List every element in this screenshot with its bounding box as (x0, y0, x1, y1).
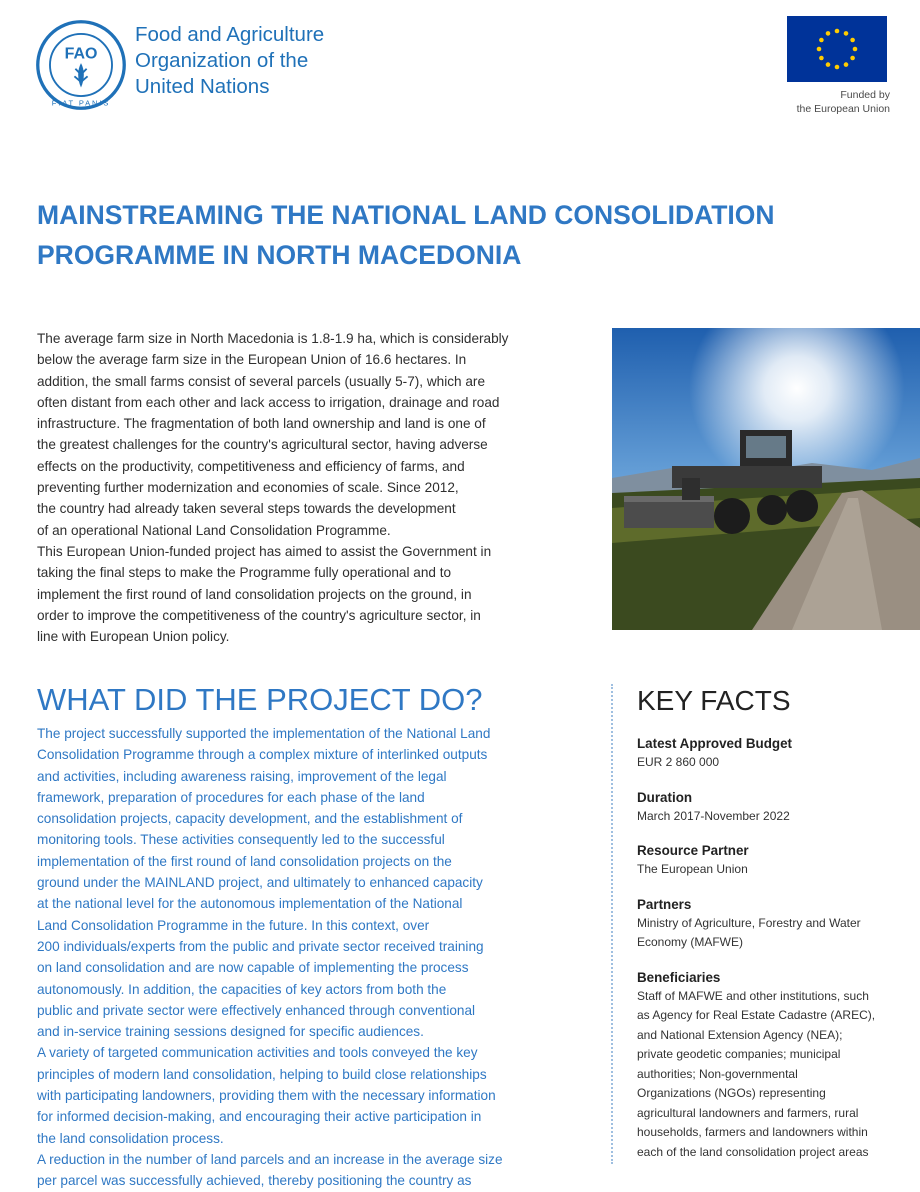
column-divider (611, 684, 613, 1164)
funded-by-caption: Funded by the European Union (796, 89, 890, 115)
key-fact-beneficiaries: Beneficiaries Staff of MAFWE and other institutions, such as Agency for Real Estate Cadastre (AREC), and National Extension Agency (NEA); private geodetic companies; municipal authorities; Non-governmental Organizations (NGOs) representing agricultural landowners and farmers, rural households, farmers and landowners within each of the land consolidation project areas (637, 969, 876, 1159)
key-fact-partners: Partners Ministry of Agriculture, Forestry and Water Economy (MAFWE) (637, 896, 861, 949)
key-fact-budget: Latest Approved Budget EUR 2 860 000 (637, 736, 792, 769)
eu-flag-icon (787, 16, 887, 82)
project-description: The project successfully supported the implementation of the National Land Consolidation Programme through a complex mixture of interlinked outputs and activities, including awareness raising, improvement of the legal framework, preparation of procedures for each phase of the land consolidation projects, capacity development, and the establishment of monitoring tools. These activities consequently led to the successful implementation of the first round of land consolidation projects on the ground under the MAINLAND project, and ultimately to enhanced capacity at the national level for the autonomous implementation of the National Land Consolidation Programme in the future. In this context, over 200 individuals/experts from the public and private sector received training on land consolidation and are now capable of implementing the process autonomously. In addition, the capacities of key actors from both the public and private sector were effectively enhanced through conventional and in-service training sessions designed for specific audiences. A variety of targeted communication activities and tools conveyed the key principles of modern land consolidation, helping to build close relationships with participating landowners, providing them with the necessary information for informed decision-making, and encouraging their active participation in the land consolidation process. A reduction in the number of land parcels and an increase in the average size per parcel was successfully achieved, thereby positioning the country as (37, 726, 503, 1189)
key-fact-resource-partner: Resource Partner The European Union (637, 843, 749, 876)
intro-paragraph: The average farm size in North Macedonia is 1.8-1.9 ha, which is considerably below the average farm size in the European Union of 16.6 hectares. In addition, the small farms consist of several parcels (usually 5-7), which are often distant from each other and lack access to irrigation, drainage and road infrastructure. The fragmentation of both land ownership and land is one of the greatest challenges for the country's agricultural sector, having adverse effects on the productivity, competitiveness and efficiency of farms, and preventing further modernization and economies of scale. Since 2012, the country had already taken several steps towards the development of an operational National Land Consolidation Programme. This European Union-funded project has aimed to assist the Government in taking the final steps to make the Programme fully operational and to implement the first round of land consolidation projects on the ground, in order to improve the competitiveness of the country's agriculture sector, in line with European Union policy. (37, 331, 509, 645)
fao-motto: FIAT PANIS (51, 98, 111, 108)
key-facts-title: KEY FACTS (637, 685, 791, 716)
section-heading: WHAT DID THE PROJECT DO? (37, 682, 483, 717)
organization-name: Food and Agriculture Organization of the United Nations (135, 23, 325, 98)
page-title: MAINSTREAMING THE NATIONAL LAND CONSOLIDATION PROGRAMME IN NORTH MACEDONIA (37, 200, 775, 270)
road-grader-photo (612, 328, 920, 630)
fao-logo-icon (34, 18, 128, 112)
key-fact-duration: Duration March 2017-November 2022 (637, 789, 790, 823)
fao-logo-letters: FAO (64, 45, 98, 63)
key-facts-list (637, 734, 920, 1177)
